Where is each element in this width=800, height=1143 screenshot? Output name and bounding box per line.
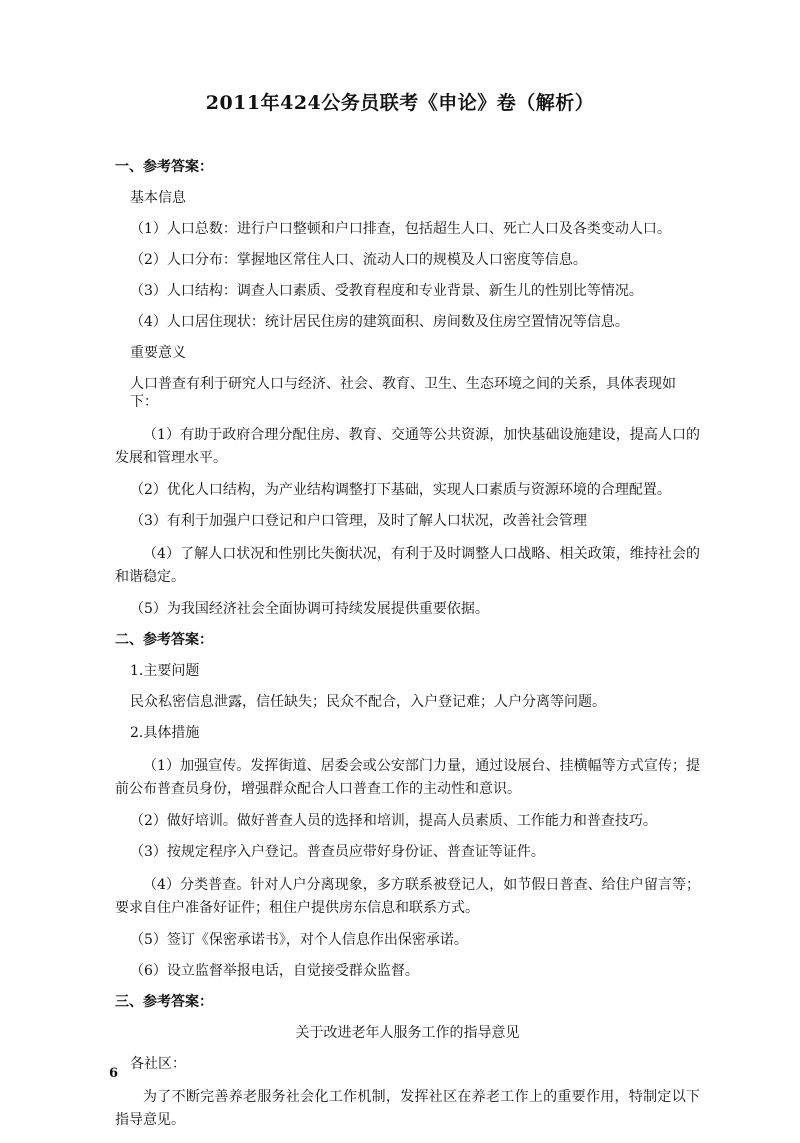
- significance-item: （2）优化人口结构，为产业结构调整打下基础，实现人口素质与资源环境的合理配置。: [130, 482, 671, 498]
- problems-label: 1.主要问题: [130, 663, 200, 679]
- page-title: 2011年424公务员联考《申论》卷（解析）: [205, 92, 595, 114]
- measure-item: （3）按规定程序入户登记。普查员应带好身份证、普查证等证件。: [130, 844, 545, 860]
- measure-item: （6）设立监督举报电话，自觉接受群众监督。: [130, 963, 419, 979]
- measure-item: （2）做好培训。做好普查人员的选择和培训，提高人员素质、工作能力和普查技巧。: [130, 813, 657, 829]
- page-number: 6: [109, 1066, 119, 1081]
- significance-intro: 人口普查有利于研究人口与经济、社会、教育、卫生、生态环境之间的关系，具体表现如下：: [130, 376, 676, 410]
- basic-item: （3）人口结构：调查人口素质、受教育程度和专业背景、新生儿的性别比等情况。: [130, 283, 643, 299]
- document-body: [115, 158, 700, 1143]
- significance-item: （5）为我国经济社会全面协调可持续发展提供重要依据。: [130, 601, 489, 617]
- doc-title: 关于改进老年人服务工作的指导意见: [295, 1025, 520, 1041]
- significance-item: （4）了解人口状况和性别比失衡状况，有利于及时调整人口战略、相关政策，维持社会的和谐稳定。: [115, 546, 700, 585]
- basic-item: （2）人口分布：掌握地区常住人口、流动人口的规模及人口密度等信息。: [130, 252, 587, 268]
- opening-paragraph: 为了不断完善养老服务社会化工作机制，发挥社区在养老工作上的重要作用，特制定以下指导意见。: [115, 1089, 700, 1128]
- basic-item: （1）人口总数：进行户口整顿和户口排查，包括超生人口、死亡人口及各类变动人口。: [130, 221, 671, 237]
- section-3-heading: 三、参考答案：: [115, 994, 213, 1010]
- section-2-heading: 二、参考答案：: [115, 632, 213, 648]
- measure-item: （4）分类普查。针对人户分离现象，多方联系被登记人，如节假日普查、给住户留言等；要求自住户准备好证件；租住户提供房东信息和联系方式。: [115, 877, 700, 916]
- measure-item: （1）加强宣传。发挥街道、居委会或公安部门力量，通过设展台、挂横幅等方式宣传；提前公布普查员身份，增强群众配合人口普查工作的主动性和意识。: [115, 758, 700, 797]
- problems-text: 民众私密信息泄露，信任缺失；民众不配合，入户登记难；人户分离等问题。: [130, 694, 606, 710]
- measure-item: （5）签订《保密承诺书》，对个人信息作出保密承诺。: [130, 932, 468, 948]
- basic-item: （4）人口居住现状：统计居民住房的建筑面积、房间数及住房空置情况等信息。: [130, 314, 629, 330]
- significance-label: 重要意义: [130, 345, 186, 361]
- measures-label: 2.具体措施: [130, 725, 200, 741]
- salutation: 各社区：: [130, 1056, 186, 1072]
- significance-item: （3）有利于加强户口登记和户口管理，及时了解人口状况，改善社会管理: [130, 513, 587, 529]
- section-1-heading: 一、参考答案：: [115, 159, 213, 175]
- significance-item: （1）有助于政府合理分配住房、教育、交通等公共资源，加快基础设施建设，提高人口的发展和管理水平。: [115, 427, 700, 466]
- basic-info-label: 基本信息: [130, 190, 186, 206]
